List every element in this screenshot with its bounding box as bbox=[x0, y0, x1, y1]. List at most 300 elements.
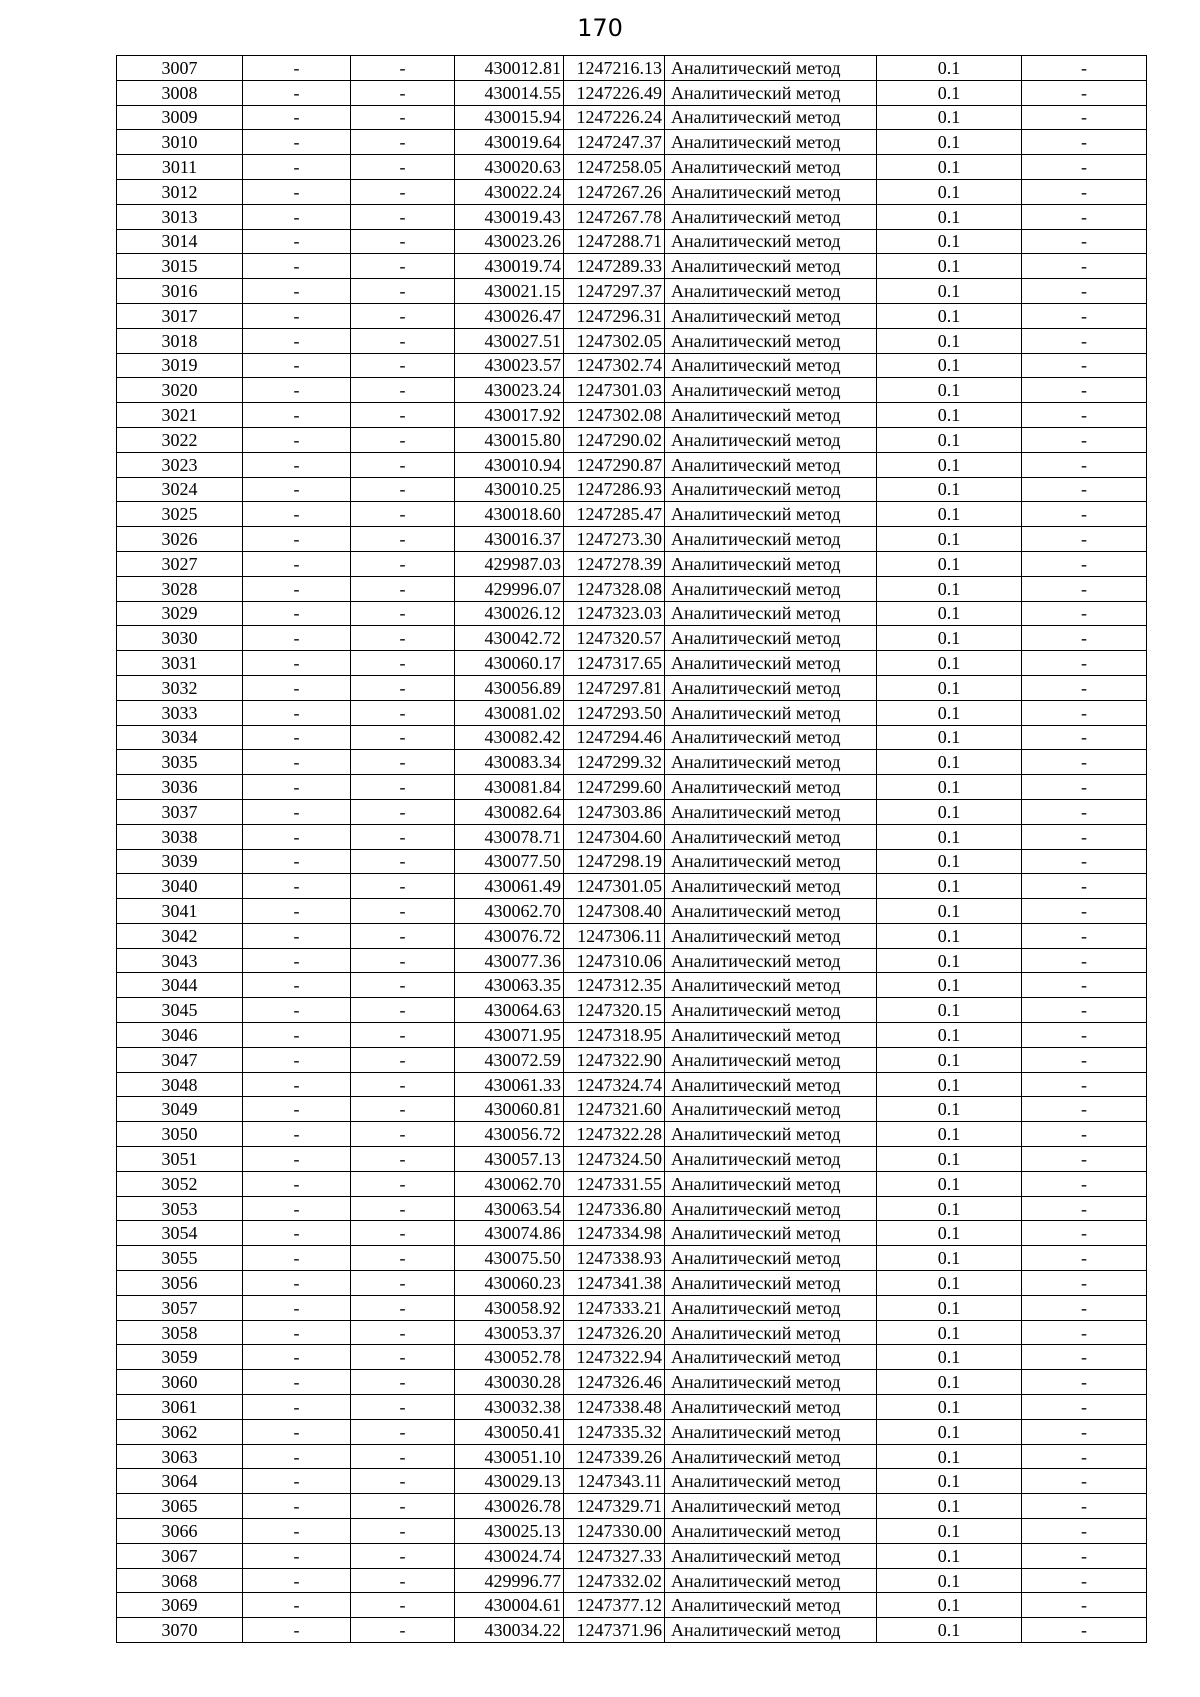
method-cell: Аналитический метод bbox=[665, 1147, 877, 1172]
accuracy-cell: 0.1 bbox=[877, 1618, 1022, 1643]
method-cell: Аналитический метод bbox=[665, 1370, 877, 1395]
y-coordinate-cell: 1247267.26 bbox=[564, 179, 665, 204]
table-row bbox=[117, 948, 1147, 973]
method-cell: Аналитический метод bbox=[665, 1271, 877, 1296]
dash-cell: - bbox=[351, 1097, 455, 1122]
accuracy-cell: 0.1 bbox=[877, 998, 1022, 1023]
dash-cell: - bbox=[1022, 998, 1147, 1023]
table-row bbox=[117, 1023, 1147, 1048]
method-cell: Аналитический метод bbox=[665, 1246, 877, 1271]
x-coordinate-cell: 430056.89 bbox=[455, 675, 564, 700]
y-coordinate-cell: 1247308.40 bbox=[564, 899, 665, 924]
table-row bbox=[117, 80, 1147, 105]
dash-cell: - bbox=[1022, 1519, 1147, 1544]
dash-cell: - bbox=[243, 824, 351, 849]
dash-cell: - bbox=[1022, 551, 1147, 576]
method-cell: Аналитический метод bbox=[665, 477, 877, 502]
table-row bbox=[117, 279, 1147, 304]
x-coordinate-cell: 430029.13 bbox=[455, 1469, 564, 1494]
accuracy-cell: 0.1 bbox=[877, 452, 1022, 477]
accuracy-cell: 0.1 bbox=[877, 775, 1022, 800]
dash-cell: - bbox=[1022, 56, 1147, 81]
dash-cell: - bbox=[1022, 1469, 1147, 1494]
dash-cell: - bbox=[1022, 700, 1147, 725]
accuracy-cell: 0.1 bbox=[877, 1568, 1022, 1593]
point-number-cell: 3064 bbox=[117, 1469, 243, 1494]
dash-cell: - bbox=[1022, 973, 1147, 998]
table-row bbox=[117, 427, 1147, 452]
table-row bbox=[117, 1444, 1147, 1469]
point-number-cell: 3038 bbox=[117, 824, 243, 849]
dash-cell: - bbox=[351, 1593, 455, 1618]
dash-cell: - bbox=[243, 229, 351, 254]
y-coordinate-cell: 1247301.03 bbox=[564, 378, 665, 403]
dash-cell: - bbox=[1022, 1097, 1147, 1122]
point-number-cell: 3036 bbox=[117, 775, 243, 800]
dash-cell: - bbox=[351, 155, 455, 180]
dash-cell: - bbox=[243, 527, 351, 552]
method-cell: Аналитический метод bbox=[665, 502, 877, 527]
dash-cell: - bbox=[351, 328, 455, 353]
y-coordinate-cell: 1247322.94 bbox=[564, 1345, 665, 1370]
point-number-cell: 3034 bbox=[117, 725, 243, 750]
x-coordinate-cell: 430042.72 bbox=[455, 626, 564, 651]
method-cell: Аналитический метод bbox=[665, 973, 877, 998]
dash-cell: - bbox=[351, 1246, 455, 1271]
y-coordinate-cell: 1247330.00 bbox=[564, 1519, 665, 1544]
table-row bbox=[117, 1419, 1147, 1444]
accuracy-cell: 0.1 bbox=[877, 1543, 1022, 1568]
method-cell: Аналитический метод bbox=[665, 1295, 877, 1320]
point-number-cell: 3007 bbox=[117, 56, 243, 81]
y-coordinate-cell: 1247320.57 bbox=[564, 626, 665, 651]
accuracy-cell: 0.1 bbox=[877, 80, 1022, 105]
table-row bbox=[117, 551, 1147, 576]
y-coordinate-cell: 1247331.55 bbox=[564, 1171, 665, 1196]
point-number-cell: 3048 bbox=[117, 1072, 243, 1097]
y-coordinate-cell: 1247290.87 bbox=[564, 452, 665, 477]
dash-cell: - bbox=[1022, 1444, 1147, 1469]
dash-cell: - bbox=[351, 700, 455, 725]
method-cell: Аналитический метод bbox=[665, 1221, 877, 1246]
x-coordinate-cell: 430026.78 bbox=[455, 1494, 564, 1519]
dash-cell: - bbox=[243, 1171, 351, 1196]
accuracy-cell: 0.1 bbox=[877, 1246, 1022, 1271]
y-coordinate-cell: 1247247.37 bbox=[564, 130, 665, 155]
x-coordinate-cell: 430081.02 bbox=[455, 700, 564, 725]
accuracy-cell: 0.1 bbox=[877, 1494, 1022, 1519]
dash-cell: - bbox=[243, 700, 351, 725]
point-number-cell: 3027 bbox=[117, 551, 243, 576]
y-coordinate-cell: 1247321.60 bbox=[564, 1097, 665, 1122]
method-cell: Аналитический метод bbox=[665, 1419, 877, 1444]
dash-cell: - bbox=[351, 1618, 455, 1643]
x-coordinate-cell: 430034.22 bbox=[455, 1618, 564, 1643]
accuracy-cell: 0.1 bbox=[877, 1345, 1022, 1370]
dash-cell: - bbox=[243, 1370, 351, 1395]
point-number-cell: 3068 bbox=[117, 1568, 243, 1593]
dash-cell: - bbox=[243, 1122, 351, 1147]
point-number-cell: 3039 bbox=[117, 849, 243, 874]
dash-cell: - bbox=[351, 229, 455, 254]
dash-cell: - bbox=[1022, 1494, 1147, 1519]
point-number-cell: 3066 bbox=[117, 1519, 243, 1544]
dash-cell: - bbox=[1022, 254, 1147, 279]
dash-cell: - bbox=[1022, 204, 1147, 229]
method-cell: Аналитический метод bbox=[665, 1320, 877, 1345]
y-coordinate-cell: 1247289.33 bbox=[564, 254, 665, 279]
method-cell: Аналитический метод bbox=[665, 675, 877, 700]
method-cell: Аналитический метод bbox=[665, 1543, 877, 1568]
x-coordinate-cell: 430077.36 bbox=[455, 948, 564, 973]
dash-cell: - bbox=[243, 279, 351, 304]
point-number-cell: 3042 bbox=[117, 923, 243, 948]
x-coordinate-cell: 430010.25 bbox=[455, 477, 564, 502]
method-cell: Аналитический метод bbox=[665, 1345, 877, 1370]
dash-cell: - bbox=[351, 948, 455, 973]
accuracy-cell: 0.1 bbox=[877, 1444, 1022, 1469]
x-coordinate-cell: 429987.03 bbox=[455, 551, 564, 576]
accuracy-cell: 0.1 bbox=[877, 948, 1022, 973]
dash-cell: - bbox=[351, 899, 455, 924]
table-row bbox=[117, 1271, 1147, 1296]
accuracy-cell: 0.1 bbox=[877, 899, 1022, 924]
x-coordinate-cell: 430056.72 bbox=[455, 1122, 564, 1147]
x-coordinate-cell: 430082.64 bbox=[455, 799, 564, 824]
method-cell: Аналитический метод bbox=[665, 576, 877, 601]
dash-cell: - bbox=[1022, 303, 1147, 328]
dash-cell: - bbox=[351, 403, 455, 428]
method-cell: Аналитический метод bbox=[665, 279, 877, 304]
dash-cell: - bbox=[1022, 378, 1147, 403]
x-coordinate-cell: 430051.10 bbox=[455, 1444, 564, 1469]
accuracy-cell: 0.1 bbox=[877, 105, 1022, 130]
dash-cell: - bbox=[1022, 155, 1147, 180]
dash-cell: - bbox=[1022, 1196, 1147, 1221]
accuracy-cell: 0.1 bbox=[877, 1097, 1022, 1122]
dash-cell: - bbox=[243, 80, 351, 105]
table-row bbox=[117, 700, 1147, 725]
dash-cell: - bbox=[351, 601, 455, 626]
point-number-cell: 3018 bbox=[117, 328, 243, 353]
dash-cell: - bbox=[1022, 849, 1147, 874]
dash-cell: - bbox=[351, 1370, 455, 1395]
table-row bbox=[117, 576, 1147, 601]
dash-cell: - bbox=[243, 427, 351, 452]
table-row bbox=[117, 973, 1147, 998]
page-number: 170 bbox=[577, 14, 623, 42]
dash-cell: - bbox=[1022, 1419, 1147, 1444]
point-number-cell: 3051 bbox=[117, 1147, 243, 1172]
x-coordinate-cell: 430015.80 bbox=[455, 427, 564, 452]
x-coordinate-cell: 430026.12 bbox=[455, 601, 564, 626]
y-coordinate-cell: 1247377.12 bbox=[564, 1593, 665, 1618]
dash-cell: - bbox=[1022, 1593, 1147, 1618]
y-coordinate-cell: 1247310.06 bbox=[564, 948, 665, 973]
accuracy-cell: 0.1 bbox=[877, 378, 1022, 403]
method-cell: Аналитический метод bbox=[665, 1618, 877, 1643]
dash-cell: - bbox=[351, 626, 455, 651]
y-coordinate-cell: 1247335.32 bbox=[564, 1419, 665, 1444]
dash-cell: - bbox=[1022, 1395, 1147, 1420]
y-coordinate-cell: 1247296.31 bbox=[564, 303, 665, 328]
x-coordinate-cell: 430081.84 bbox=[455, 775, 564, 800]
accuracy-cell: 0.1 bbox=[877, 1271, 1022, 1296]
dash-cell: - bbox=[1022, 626, 1147, 651]
dash-cell: - bbox=[1022, 1370, 1147, 1395]
dash-cell: - bbox=[243, 155, 351, 180]
method-cell: Аналитический метод bbox=[665, 750, 877, 775]
point-number-cell: 3058 bbox=[117, 1320, 243, 1345]
accuracy-cell: 0.1 bbox=[877, 651, 1022, 676]
table-row bbox=[117, 1221, 1147, 1246]
x-coordinate-cell: 430030.28 bbox=[455, 1370, 564, 1395]
dash-cell: - bbox=[243, 948, 351, 973]
table-row bbox=[117, 725, 1147, 750]
dash-cell: - bbox=[243, 849, 351, 874]
dash-cell: - bbox=[351, 452, 455, 477]
dash-cell: - bbox=[243, 1543, 351, 1568]
dash-cell: - bbox=[351, 1196, 455, 1221]
x-coordinate-cell: 430026.47 bbox=[455, 303, 564, 328]
method-cell: Аналитический метод bbox=[665, 923, 877, 948]
dash-cell: - bbox=[243, 775, 351, 800]
method-cell: Аналитический метод bbox=[665, 1519, 877, 1544]
x-coordinate-cell: 430024.74 bbox=[455, 1543, 564, 1568]
dash-cell: - bbox=[1022, 1345, 1147, 1370]
table-row bbox=[117, 750, 1147, 775]
x-coordinate-cell: 430012.81 bbox=[455, 56, 564, 81]
method-cell: Аналитический метод bbox=[665, 1122, 877, 1147]
table-row bbox=[117, 651, 1147, 676]
accuracy-cell: 0.1 bbox=[877, 750, 1022, 775]
y-coordinate-cell: 1247338.93 bbox=[564, 1246, 665, 1271]
point-number-cell: 3010 bbox=[117, 130, 243, 155]
dash-cell: - bbox=[351, 527, 455, 552]
x-coordinate-cell: 430060.17 bbox=[455, 651, 564, 676]
accuracy-cell: 0.1 bbox=[877, 923, 1022, 948]
dash-cell: - bbox=[351, 1543, 455, 1568]
point-number-cell: 3008 bbox=[117, 80, 243, 105]
point-number-cell: 3052 bbox=[117, 1171, 243, 1196]
accuracy-cell: 0.1 bbox=[877, 725, 1022, 750]
table-row bbox=[117, 998, 1147, 1023]
table-row bbox=[117, 328, 1147, 353]
dash-cell: - bbox=[243, 1072, 351, 1097]
x-coordinate-cell: 430023.24 bbox=[455, 378, 564, 403]
accuracy-cell: 0.1 bbox=[877, 1519, 1022, 1544]
y-coordinate-cell: 1247339.26 bbox=[564, 1444, 665, 1469]
method-cell: Аналитический метод bbox=[665, 775, 877, 800]
y-coordinate-cell: 1247304.60 bbox=[564, 824, 665, 849]
dash-cell: - bbox=[351, 1072, 455, 1097]
y-coordinate-cell: 1247302.08 bbox=[564, 403, 665, 428]
accuracy-cell: 0.1 bbox=[877, 1171, 1022, 1196]
table-row bbox=[117, 179, 1147, 204]
dash-cell: - bbox=[1022, 775, 1147, 800]
dash-cell: - bbox=[243, 1395, 351, 1420]
table-row bbox=[117, 824, 1147, 849]
dash-cell: - bbox=[243, 1519, 351, 1544]
x-coordinate-cell: 430021.15 bbox=[455, 279, 564, 304]
point-number-cell: 3070 bbox=[117, 1618, 243, 1643]
dash-cell: - bbox=[243, 1097, 351, 1122]
x-coordinate-cell: 430052.78 bbox=[455, 1345, 564, 1370]
y-coordinate-cell: 1247226.49 bbox=[564, 80, 665, 105]
x-coordinate-cell: 430063.54 bbox=[455, 1196, 564, 1221]
table-row bbox=[117, 1543, 1147, 1568]
x-coordinate-cell: 430060.23 bbox=[455, 1271, 564, 1296]
dash-cell: - bbox=[351, 427, 455, 452]
x-coordinate-cell: 430019.43 bbox=[455, 204, 564, 229]
method-cell: Аналитический метод bbox=[665, 179, 877, 204]
table-row bbox=[117, 403, 1147, 428]
dash-cell: - bbox=[351, 303, 455, 328]
method-cell: Аналитический метод bbox=[665, 1494, 877, 1519]
accuracy-cell: 0.1 bbox=[877, 279, 1022, 304]
dash-cell: - bbox=[351, 130, 455, 155]
method-cell: Аналитический метод bbox=[665, 1171, 877, 1196]
x-coordinate-cell: 429996.77 bbox=[455, 1568, 564, 1593]
point-number-cell: 3024 bbox=[117, 477, 243, 502]
table-row bbox=[117, 1171, 1147, 1196]
dash-cell: - bbox=[351, 1494, 455, 1519]
table-row bbox=[117, 303, 1147, 328]
y-coordinate-cell: 1247327.33 bbox=[564, 1543, 665, 1568]
point-number-cell: 3060 bbox=[117, 1370, 243, 1395]
dash-cell: - bbox=[243, 1320, 351, 1345]
dash-cell: - bbox=[243, 130, 351, 155]
point-number-cell: 3059 bbox=[117, 1345, 243, 1370]
y-coordinate-cell: 1247334.98 bbox=[564, 1221, 665, 1246]
dash-cell: - bbox=[1022, 353, 1147, 378]
method-cell: Аналитический метод bbox=[665, 1047, 877, 1072]
y-coordinate-cell: 1247332.02 bbox=[564, 1568, 665, 1593]
point-number-cell: 3015 bbox=[117, 254, 243, 279]
dash-cell: - bbox=[351, 725, 455, 750]
point-number-cell: 3012 bbox=[117, 179, 243, 204]
dash-cell: - bbox=[351, 923, 455, 948]
x-coordinate-cell: 430018.60 bbox=[455, 502, 564, 527]
table-row bbox=[117, 56, 1147, 81]
coordinates-table bbox=[116, 55, 1147, 1643]
point-number-cell: 3023 bbox=[117, 452, 243, 477]
dash-cell: - bbox=[351, 254, 455, 279]
dash-cell: - bbox=[351, 1147, 455, 1172]
dash-cell: - bbox=[1022, 799, 1147, 824]
table-row bbox=[117, 923, 1147, 948]
y-coordinate-cell: 1247341.38 bbox=[564, 1271, 665, 1296]
accuracy-cell: 0.1 bbox=[877, 1072, 1022, 1097]
method-cell: Аналитический метод bbox=[665, 105, 877, 130]
y-coordinate-cell: 1247322.90 bbox=[564, 1047, 665, 1072]
dash-cell: - bbox=[1022, 948, 1147, 973]
dash-cell: - bbox=[243, 378, 351, 403]
dash-cell: - bbox=[351, 1320, 455, 1345]
dash-cell: - bbox=[243, 303, 351, 328]
dash-cell: - bbox=[1022, 1072, 1147, 1097]
point-number-cell: 3057 bbox=[117, 1295, 243, 1320]
method-cell: Аналитический метод bbox=[665, 998, 877, 1023]
accuracy-cell: 0.1 bbox=[877, 229, 1022, 254]
dash-cell: - bbox=[1022, 1543, 1147, 1568]
dash-cell: - bbox=[243, 874, 351, 899]
dash-cell: - bbox=[243, 626, 351, 651]
x-coordinate-cell: 430019.64 bbox=[455, 130, 564, 155]
dash-cell: - bbox=[1022, 1047, 1147, 1072]
y-coordinate-cell: 1247322.28 bbox=[564, 1122, 665, 1147]
accuracy-cell: 0.1 bbox=[877, 254, 1022, 279]
point-number-cell: 3031 bbox=[117, 651, 243, 676]
point-number-cell: 3029 bbox=[117, 601, 243, 626]
method-cell: Аналитический метод bbox=[665, 328, 877, 353]
table-row bbox=[117, 874, 1147, 899]
dash-cell: - bbox=[1022, 1171, 1147, 1196]
dash-cell: - bbox=[351, 279, 455, 304]
x-coordinate-cell: 430074.86 bbox=[455, 1221, 564, 1246]
x-coordinate-cell: 430014.55 bbox=[455, 80, 564, 105]
y-coordinate-cell: 1247267.78 bbox=[564, 204, 665, 229]
x-coordinate-cell: 430058.92 bbox=[455, 1295, 564, 1320]
point-number-cell: 3067 bbox=[117, 1543, 243, 1568]
point-number-cell: 3035 bbox=[117, 750, 243, 775]
dash-cell: - bbox=[351, 973, 455, 998]
table-row bbox=[117, 1568, 1147, 1593]
dash-cell: - bbox=[351, 1419, 455, 1444]
dash-cell: - bbox=[351, 1122, 455, 1147]
method-cell: Аналитический метод bbox=[665, 725, 877, 750]
method-cell: Аналитический метод bbox=[665, 80, 877, 105]
dash-cell: - bbox=[1022, 1295, 1147, 1320]
dash-cell: - bbox=[243, 1196, 351, 1221]
table-row bbox=[117, 452, 1147, 477]
point-number-cell: 3041 bbox=[117, 899, 243, 924]
dash-cell: - bbox=[351, 1047, 455, 1072]
dash-cell: - bbox=[1022, 403, 1147, 428]
method-cell: Аналитический метод bbox=[665, 1196, 877, 1221]
point-number-cell: 3037 bbox=[117, 799, 243, 824]
method-cell: Аналитический метод bbox=[665, 551, 877, 576]
point-number-cell: 3014 bbox=[117, 229, 243, 254]
dash-cell: - bbox=[243, 1593, 351, 1618]
method-cell: Аналитический метод bbox=[665, 849, 877, 874]
accuracy-cell: 0.1 bbox=[877, 1047, 1022, 1072]
method-cell: Аналитический метод bbox=[665, 874, 877, 899]
dash-cell: - bbox=[351, 874, 455, 899]
dash-cell: - bbox=[243, 477, 351, 502]
x-coordinate-cell: 430020.63 bbox=[455, 155, 564, 180]
dash-cell: - bbox=[1022, 601, 1147, 626]
dash-cell: - bbox=[243, 551, 351, 576]
table-row bbox=[117, 1494, 1147, 1519]
method-cell: Аналитический метод bbox=[665, 130, 877, 155]
table-row bbox=[117, 527, 1147, 552]
accuracy-cell: 0.1 bbox=[877, 1221, 1022, 1246]
accuracy-cell: 0.1 bbox=[877, 1023, 1022, 1048]
y-coordinate-cell: 1247326.20 bbox=[564, 1320, 665, 1345]
accuracy-cell: 0.1 bbox=[877, 1370, 1022, 1395]
dash-cell: - bbox=[243, 998, 351, 1023]
accuracy-cell: 0.1 bbox=[877, 1419, 1022, 1444]
y-coordinate-cell: 1247288.71 bbox=[564, 229, 665, 254]
dash-cell: - bbox=[1022, 1221, 1147, 1246]
method-cell: Аналитический метод bbox=[665, 824, 877, 849]
point-number-cell: 3009 bbox=[117, 105, 243, 130]
table-row bbox=[117, 502, 1147, 527]
dash-cell: - bbox=[351, 1469, 455, 1494]
table-row bbox=[117, 1370, 1147, 1395]
dash-cell: - bbox=[243, 452, 351, 477]
